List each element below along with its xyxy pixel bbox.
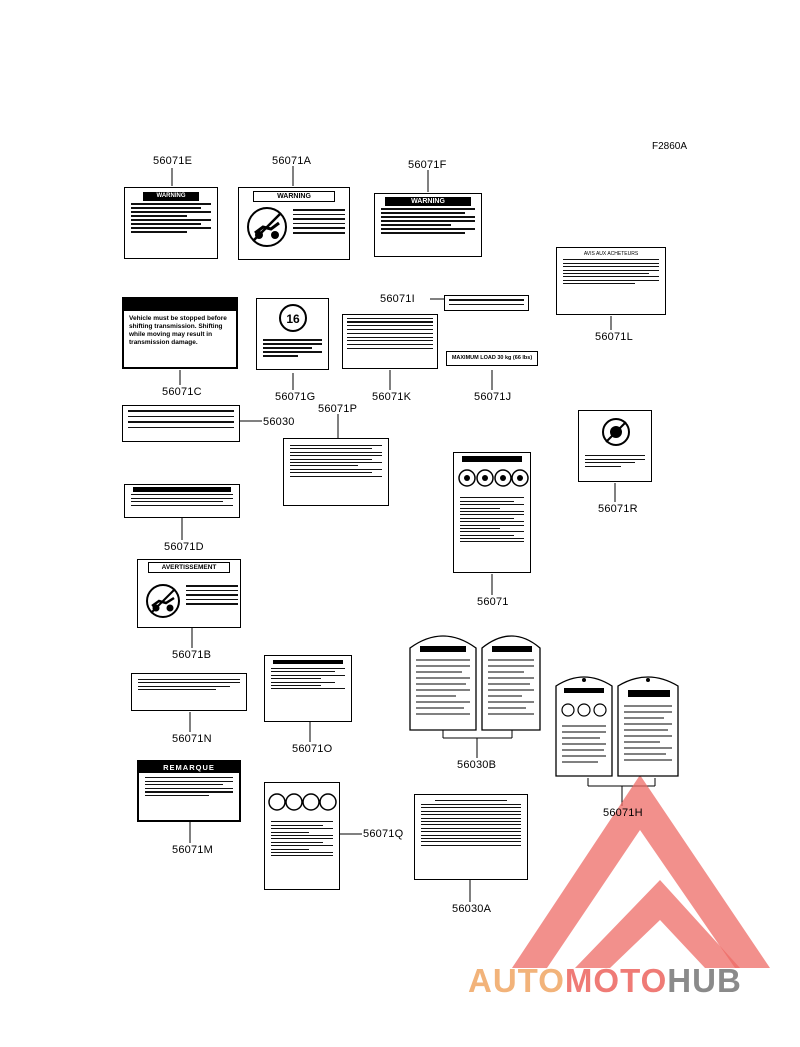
decal-56071j-text: MAXIMUM LOAD 30 kg (66 lbs) [451, 355, 533, 361]
part-label-56030b: 56030B [457, 759, 497, 771]
decal-56071e [124, 187, 218, 259]
decal-56071l-heading: AVIS AUX ACHETEURS [583, 251, 639, 257]
decal-56071p [283, 438, 389, 506]
decal-56071n [131, 673, 247, 711]
part-label-56071e: 56071E [153, 155, 193, 167]
watermark-auto: AUTO [468, 962, 565, 999]
figure-id: F2860A [652, 141, 688, 152]
decal-56071a-header: WARNING [253, 191, 335, 202]
decal-56071c-header-bar [124, 299, 236, 311]
decal-56071j [446, 351, 538, 366]
part-label-56071: 56071 [477, 596, 509, 608]
safety-icons-row [268, 791, 338, 813]
no-passenger-icon [245, 205, 289, 249]
decal-56071l [556, 247, 666, 315]
part-label-56071i: 56071I [380, 293, 415, 305]
decal-56071f [374, 193, 482, 257]
decal-56071b-header: AVERTISSEMENT [148, 562, 230, 573]
decal-56071c-text: Vehicle must be stopped before shifting transmission. Shifting while moving may result in transmission damage. [129, 315, 227, 346]
decal-56071d-header-bar [133, 487, 231, 492]
part-label-56071q: 56071Q [363, 828, 404, 840]
part-label-56071l: 56071L [595, 331, 633, 343]
part-label-56071f: 56071F [408, 159, 447, 171]
decal-56071k [342, 314, 438, 369]
decal-56071f-header: WARNING [385, 197, 471, 206]
part-label-56071o: 56071O [292, 743, 333, 755]
decal-56071d [124, 484, 240, 518]
no-passenger-icon [144, 582, 182, 620]
watermark-hub: HUB [667, 962, 742, 999]
decal-56071o-header-bar [273, 660, 343, 664]
decal-56071e-header: WARNING [143, 192, 199, 201]
decal-56071o [264, 655, 352, 722]
part-label-56071h: 56071H [603, 807, 643, 819]
prohibition-icon [601, 417, 631, 447]
part-label-56071r: 56071R [598, 503, 638, 515]
part-label-56071d: 56071D [164, 541, 204, 553]
watermark-text [468, 962, 742, 1000]
part-label-56071b: 56071B [172, 649, 212, 661]
decal-56071i [444, 295, 529, 311]
part-label-56071p: 56071P [318, 403, 358, 415]
decal-56071a [238, 187, 350, 260]
age-16-icon [278, 303, 308, 333]
decal-56071 [453, 452, 531, 573]
part-label-56030: 56030 [263, 416, 295, 428]
decal-56030a [414, 794, 528, 880]
decal-56071r [578, 410, 652, 482]
part-label-56071m: 56071M [172, 844, 213, 856]
decal-56071b [137, 559, 241, 628]
decal-56071-header-bar [462, 456, 522, 462]
decal-56030 [122, 405, 240, 442]
decal-56071m [137, 760, 241, 822]
part-label-56071n: 56071N [172, 733, 212, 745]
decal-56071m-header: REMARQUE [139, 762, 239, 773]
safety-icons-row [457, 467, 529, 489]
decal-56071h-tags [554, 672, 682, 778]
watermark-moto: MOTO [564, 962, 668, 999]
part-label-56071a: 56071A [272, 155, 312, 167]
part-label-56030a: 56030A [452, 903, 492, 915]
part-label-56071k: 56071K [372, 391, 412, 403]
decal-56071c [122, 297, 238, 369]
part-label-56071g: 56071G [275, 391, 316, 403]
decal-56071g [256, 298, 329, 370]
decal-56030b-tags [406, 630, 542, 732]
svg-text:16: 16 [286, 312, 300, 326]
part-label-56071j: 56071J [474, 391, 512, 403]
part-label-56071c: 56071C [162, 386, 202, 398]
decal-56071q [264, 782, 340, 890]
